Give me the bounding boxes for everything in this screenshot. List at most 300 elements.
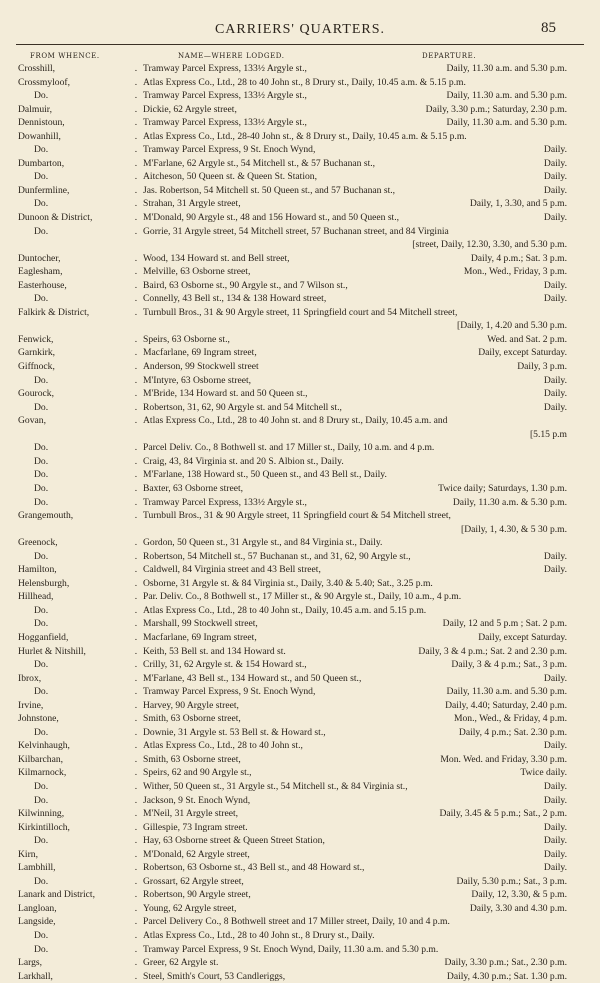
from-place: Do. [34,144,49,156]
list-item [0,170,600,184]
list-item [0,184,600,198]
from-place: Do. [34,374,49,386]
departure-times: Daily, 3 & 4 p.m.; Sat., 3 p.m. [451,659,567,671]
leader-dot: . [134,252,138,264]
from-place: Lambhill, [18,862,56,874]
list-item [0,577,600,591]
list-item [0,726,600,740]
from-place: Greenock, [18,537,58,549]
leader-dot: . [134,604,138,616]
carrier-lodging: Smith, 63 Osborne street, [143,713,241,725]
leader-dot: . [134,442,138,454]
carrier-lodging: Tramway Parcel Express, 133½ Argyle st., [143,496,307,508]
list-item [0,523,600,537]
departure-times: Mon., Wed., Friday, 3 p.m. [463,266,567,278]
carrier-lodging: Macfarlane, 69 Ingram street, [143,347,257,359]
carrier-lodging: Keith, 53 Bell st. and 134 Howard st. [143,645,286,657]
carrier-lodging: Osborne, 31 Argyle st. & 84 Virginia st., Daily, 3.40 & 5.40; Sat., 3.25 p.m. [143,577,433,589]
from-place: Do. [34,293,49,305]
list-item [0,414,600,428]
list-item [0,482,600,496]
list-item [0,130,600,144]
leader-dot: . [134,780,138,792]
from-place: Hurlet & Nitshill, [18,645,86,657]
list-item [0,970,600,983]
list-item [0,225,600,239]
departure-times: Daily. [543,862,567,874]
list-item [0,794,600,808]
carrier-lodging: Baird, 63 Osborne st., 90 Argyle st., and 7 Wilson st., [143,279,348,291]
from-place: Dumbarton, [18,157,65,169]
leader-dot: . [134,889,138,901]
departure-times: Daily, 4.40; Saturday, 2.40 p.m. [445,699,567,711]
list-item [0,468,600,482]
carrier-lodging: Harvey, 90 Argyle street, [143,699,239,711]
carrier-lodging: Parcel Delivery Co., 8 Bothwell street and 17 Miller street, Daily, 10 and 4 p.m. [143,916,450,928]
carrier-lodging: Robertson, 54 Mitchell st., 57 Buchanan st., and 31, 62, 90 Argyle st., [143,550,411,562]
list-item [0,62,600,76]
departure-times: Daily. [543,835,567,847]
carrier-lodging: Jas. Robertson, 54 Mitchell st. 50 Queen st., and 57 Buchanan st., [143,184,396,196]
carrier-lodging: M'Farlane, 43 Bell st., 134 Howard st., and 50 Queen st., [143,672,362,684]
departure-times: Daily, 3 p.m. [517,361,567,373]
carrier-lodging: Tramway Parcel Express, 9 St. Enoch Wynd, [143,144,316,156]
leader-dot: . [134,347,138,359]
from-place: Do. [34,943,49,955]
list-item [0,252,600,266]
departure-times: Daily, except Saturday. [478,347,567,359]
leader-dot: . [134,659,138,671]
from-place: Grangemouth, [18,510,74,522]
departure-times: Daily. [543,212,567,224]
list-item [0,699,600,713]
from-place: Do. [34,930,49,941]
leader-dot: . [134,225,138,237]
from-place: Dunoon & District, [18,212,93,224]
departure-times: Daily. [543,279,567,291]
carrier-lodging: Atlas Express Co., Ltd., 28 to 40 John st., Daily, 10.45 a.m. and 5.15 p.m. [143,604,427,616]
leader-dot: . [134,930,138,941]
list-item [0,929,600,943]
list-item [0,915,600,929]
carrier-lodging: Strahan, 31 Argyle street, [143,198,241,210]
leader-dot: . [134,171,138,183]
leader-dot: . [134,482,138,494]
departure-times: Daily, 1, 3.30, and 5 p.m. [469,198,567,210]
from-place: Crossmyloof, [18,76,70,88]
from-place: Dunfermline, [18,184,70,196]
carrier-lodging: Grossart, 62 Argyle street, [143,875,244,887]
list-item [0,306,600,320]
list-item [0,292,600,306]
from-place: Kirkintilloch, [18,821,70,833]
list-item [0,279,600,293]
carrier-lodging: Gorrie, 31 Argyle street, 54 Mitchell street, 57 Buchanan street, and 84 Virginia [143,225,449,237]
from-place: Do. [34,726,49,738]
departure-times: Daily. [543,794,567,806]
leader-dot: . [134,848,138,860]
leader-dot: . [134,76,138,88]
from-place: Do. [34,171,49,183]
departure-times: Daily, 11.30 a.m. and 5.30 p.m. [446,90,567,102]
leader-dot: . [134,835,138,847]
leader-dot: . [134,550,138,562]
departure-times: Daily, 11.30 a.m. and 5.30 p.m. [446,117,567,129]
leader-dot: . [134,103,138,115]
from-place: Garnkirk, [18,347,56,359]
from-place: Giffnock, [18,361,55,373]
from-place: Do. [34,401,49,413]
page-title: CARRIERS' QUARTERS. [214,22,386,37]
list-item [0,428,600,442]
leader-dot: . [134,808,138,820]
list-item [0,346,600,360]
leader-dot: . [134,279,138,291]
from-place: Do. [34,225,49,237]
from-place: Hamilton, [18,564,57,576]
list-item [0,157,600,171]
column-header-name: NAME—WHERE LODGED. [178,52,285,60]
leader-dot: . [134,455,138,467]
leader-dot: . [134,63,138,74]
list-item [0,902,600,916]
list-item [0,956,600,970]
carrier-lodging: M'Neil, 31 Argyle street, [143,808,239,820]
list-item [0,821,600,835]
list-item [0,766,600,780]
departure-times: Daily. [543,550,567,562]
list-item [0,401,600,415]
carrier-lodging: Crilly, 31, 62 Argyle st. & 154 Howard st., [143,659,307,671]
from-place: Do. [34,496,49,508]
page-header [0,22,600,44]
leader-dot: . [134,902,138,914]
departure-times: Daily. [543,821,567,833]
leader-dot: . [134,686,138,698]
departure-times: Daily, 4.30 p.m.; Sat. 1.30 p.m. [446,970,567,982]
carrier-lodging: Craig, 43, 84 Virginia st. and 20 S. Albion st., Daily. [143,455,344,467]
list-item [0,861,600,875]
list-item [0,387,600,401]
from-place: Kilbarchan, [18,753,64,765]
from-place: Dennistoun, [18,117,65,129]
departure-times: Daily. [543,564,567,576]
departure-times: Daily. [543,780,567,792]
from-place: Do. [34,455,49,467]
carrier-lodging: Melville, 63 Osborne street, [143,266,251,278]
carrier-lodging: Turnbull Bros., 31 & 90 Argyle street, 11 Springfield court and 54 Mitchell street, [143,306,458,318]
departure-times: [Daily, 1, 4.20 and 5.30 p.m. [457,320,567,332]
carrier-lodging: Wither, 50 Queen st., 31 Argyle st., 54 Mitchell st., & 84 Virginia st., [143,780,408,792]
departure-times: [street, Daily, 12.30, 3.30, and 5.30 p.m. [412,239,567,251]
carrier-lodging: Marshall, 99 Stockwell street, [143,618,258,630]
from-place: Langside, [18,916,56,928]
leader-dot: . [134,361,138,373]
carrier-lodging: Smith, 63 Osborne street, [143,753,241,765]
departure-times: Daily. [543,144,567,156]
carrier-lodging: Atlas Express Co., Ltd., 28-40 John st., & 8 Drury st., Daily, 10.45 a.m. & 5.15 p.m. [143,130,467,142]
carrier-lodging: Tramway Parcel Express, 133½ Argyle st., [143,63,307,74]
list-item [0,455,600,469]
carrier-lodging: Robertson, 63 Osborne st., 43 Bell st., and 48 Howard st., [143,862,365,874]
from-place: Do. [34,482,49,494]
from-place: Do. [34,198,49,210]
leader-dot: . [134,293,138,305]
list-item [0,645,600,659]
column-header-from: FROM WHENCE. [30,52,100,60]
carrier-lodging: Jackson, 9 St. Enoch Wynd, [143,794,251,806]
list-item [0,333,600,347]
from-place: Do. [34,618,49,630]
from-place: Largs, [18,957,43,969]
list-item [0,888,600,902]
departure-times: Twice daily; Saturdays, 1.30 p.m. [438,482,567,494]
carrier-lodging: Connelly, 43 Bell st., 134 & 138 Howard street, [143,293,327,305]
carrier-lodging: Greer, 62 Argyle st. [143,957,219,969]
carrier-lodging: Parcel Deliv. Co., 8 Bothwell st. and 17 Miller st., Daily, 10 a.m. and 4 p.m. [143,442,435,454]
carrier-lodging: Robertson, 31, 62, 90 Argyle st. and 54 Mitchell st., [143,401,342,413]
from-place: Langloan, [18,902,57,914]
list-item [0,617,600,631]
from-place: Eaglesham, [18,266,63,278]
list-item [0,658,600,672]
departure-times: Daily, 4 p.m.; Sat. 3 p.m. [470,252,567,264]
list-item [0,89,600,103]
list-item [0,943,600,957]
departure-times: Daily. [543,388,567,400]
carrier-lodging: Baxter, 63 Osborne street, [143,482,244,494]
leader-dot: . [134,672,138,684]
from-place: Fenwick, [18,333,54,345]
departure-times: Daily. [543,157,567,169]
departure-times: Daily. [543,184,567,196]
column-header-departure: DEPARTURE. [422,52,477,60]
departure-times: Daily. [543,848,567,860]
departure-times: Daily, 3.30 and 4.30 p.m. [469,902,567,914]
list-item [0,103,600,117]
from-place: Gourock, [18,388,54,400]
carrier-lodging: M'Intyre, 63 Osborne street, [143,374,252,386]
carrier-lodging: Speirs, 62 and 90 Argyle st., [143,767,252,779]
from-place: Kilwinning, [18,808,65,820]
leader-dot: . [134,374,138,386]
from-place: Do. [34,875,49,887]
list-item [0,685,600,699]
leader-dot: . [134,212,138,224]
carrier-lodging: Macfarlane, 69 Ingram street, [143,631,257,643]
leader-dot: . [134,740,138,752]
carrier-lodging: M'Donald, 62 Argyle street, [143,848,250,860]
from-place: Duntocher, [18,252,61,264]
from-place: Kelvinhaugh, [18,740,70,752]
departure-times: Daily, 12 and 5 p.m ; Sat. 2 p.m. [442,618,567,630]
leader-dot: . [134,631,138,643]
departure-times: Wed. and Sat. 2 p.m. [487,333,567,345]
list-item [0,875,600,889]
from-place: Do. [34,442,49,454]
leader-dot: . [134,144,138,156]
list-item [0,604,600,618]
list-item [0,319,600,333]
list-item [0,496,600,510]
departure-times: Daily, 4 p.m.; Sat. 2.30 p.m. [458,726,567,738]
carrier-lodging: Turnbull Bros., 31 & 90 Argyle street, 11 Springfield court & 54 Mitchell street, [143,510,451,522]
leader-dot: . [134,469,138,481]
leader-dot: . [134,401,138,413]
from-place: Do. [34,604,49,616]
leader-dot: . [134,753,138,765]
list-item [0,143,600,157]
list-item [0,360,600,374]
leader-dot: . [134,713,138,725]
from-place: Irvine, [18,699,44,711]
carrier-lodging: Hay, 63 Osborne street & Queen Street Station, [143,835,325,847]
departure-times: Daily, except Saturday. [478,631,567,643]
carrier-lodging: Atlas Express Co., Ltd., 28 to 40 John st. and 8 Drury st., Daily, 10.45 a.m. and [143,415,448,427]
leader-dot: . [134,767,138,779]
departure-times: Mon., Wed., & Friday, 4 p.m. [453,713,567,725]
carrier-lodging: Dickie, 62 Argyle street, [143,103,237,115]
carrier-lodging: Young, 62 Argyle street, [143,902,237,914]
from-place: Hillhead, [18,591,54,603]
leader-dot: . [134,90,138,102]
leader-dot: . [134,794,138,806]
carrier-lodging: Gillespie, 73 Ingram street. [143,821,248,833]
list-item [0,76,600,90]
departure-times: Daily. [543,171,567,183]
departure-times: Twice daily. [520,767,567,779]
leader-dot: . [134,333,138,345]
carrier-lodging: Tramway Parcel Express, 133½ Argyle st., [143,117,307,129]
from-place: Do. [34,794,49,806]
leader-dot: . [134,699,138,711]
leader-dot: . [134,157,138,169]
from-place: Do. [34,90,49,102]
list-item [0,536,600,550]
carrier-lodging: M'Bride, 134 Howard st. and 50 Queen st., [143,388,308,400]
list-item [0,780,600,794]
departure-times: [5.15 p.m [529,428,567,440]
leader-dot: . [134,916,138,928]
leader-dot: . [134,821,138,833]
departure-times: Daily, 5.30 p.m.; Sat., 3 p.m. [456,875,567,887]
from-place: Larkhall, [18,970,53,982]
carrier-lodging: Gordon, 50 Queen st., 31 Argyle st., and 84 Virginia st., Daily. [143,537,383,549]
list-item [0,509,600,523]
carrier-lodging: Steel, Smith's Court, 53 Candleriggs, [143,970,286,982]
departure-times: Daily. [543,401,567,413]
leader-dot: . [134,306,138,318]
leader-dot: . [134,862,138,874]
list-item [0,631,600,645]
carrier-lodging: Tramway Parcel Express, 133½ Argyle st., [143,90,307,102]
from-place: Crosshill, [18,63,56,74]
leader-dot: . [134,198,138,210]
carrier-lodging: Aitcheson, 50 Queen st. & Queen St. Station, [143,171,317,183]
page-number: 85 [541,20,556,36]
carrier-lodging: Atlas Express Co., Ltd., 28 to 40 John st., 8 Drury st., Daily. [143,930,375,941]
from-place: Dalmuir, [18,103,52,115]
leader-dot: . [134,564,138,576]
leader-dot: . [134,970,138,982]
from-place: Helensburgh, [18,577,70,589]
leader-dot: . [134,537,138,549]
from-place: Dowanhill, [18,130,61,142]
leader-dot: . [134,496,138,508]
list-item [0,116,600,130]
from-place: Easterhouse, [18,279,67,291]
carrier-lodging: Wood, 134 Howard st. and Bell street, [143,252,290,264]
departure-times: Mon. Wed. and Friday, 3.30 p.m. [440,753,567,765]
carrier-lodging: M'Farlane, 62 Argyle st., 54 Mitchell st., & 57 Buchanan st., [143,157,376,169]
list-item [0,550,600,564]
leader-dot: . [134,510,138,522]
column-headers [0,52,600,62]
from-place: Lanark and District, [18,889,95,901]
carrier-lodging: Caldwell, 84 Virginia street and 43 Bell street, [143,564,321,576]
from-place: Govan, [18,415,46,427]
carrier-lodging: Downie, 31 Argyle st. 53 Bell st. & Howard st., [143,726,326,738]
carrier-lodging: Tramway Parcel Express, 9 St. Enoch Wynd, [143,686,316,698]
from-place: Do. [34,659,49,671]
leader-dot: . [134,577,138,589]
leader-dot: . [134,875,138,887]
leader-dot: . [134,415,138,427]
carrier-lodging: Robertson, 90 Argyle street, [143,889,251,901]
list-item [0,441,600,455]
departure-times: Daily, 12, 3.30, & 5 p.m. [471,889,567,901]
from-place: Kirn, [18,848,38,860]
header-rule [16,44,584,45]
list-item [0,238,600,252]
departure-times: Daily. [543,293,567,305]
list-item [0,807,600,821]
carrier-lodging: M'Farlane, 138 Howard st., 50 Queen st., and 43 Bell st., Daily. [143,469,387,481]
carrier-lodging: Tramway Parcel Express, 9 St. Enoch Wynd, Daily, 11.30 a.m. and 5.30 p.m. [143,943,439,955]
departure-times: Daily, 3.30 p.m.; Sat., 2.30 p.m. [444,957,567,969]
leader-dot: . [134,726,138,738]
carrier-lodging: Par. Deliv. Co., 8 Bothwell st., 17 Miller st., & 90 Argyle st., Daily, 10 a.m., 4 p.m. [143,591,462,603]
leader-dot: . [134,266,138,278]
carrier-list [0,62,600,983]
leader-dot: . [134,388,138,400]
list-item [0,590,600,604]
list-item [0,739,600,753]
carrier-lodging: Atlas Express Co., Ltd., 28 to 40 John st., 8 Drury st., Daily, 10.45 a.m. & 5.15 p.m. [143,76,466,88]
carrier-lodging: Speirs, 63 Osborne st., [143,333,230,345]
leader-dot: . [134,957,138,969]
list-item [0,265,600,279]
from-place: Ibrox, [18,672,42,684]
list-item [0,197,600,211]
leader-dot: . [134,943,138,955]
departure-times: [Daily, 1, 4.30, & 5 30 p.m. [461,523,567,535]
list-item [0,563,600,577]
departure-times: Daily, 11.30 a.m. and 5.30 p.m. [446,686,567,698]
list-item [0,712,600,726]
leader-dot: . [134,117,138,129]
departure-times: Daily, 11.30 a.m. and 5.30 p.m. [446,63,567,74]
departure-times: Daily, 3.45 & 5 p.m.; Sat., 2 p.m. [439,808,567,820]
carrier-lodging: Atlas Express Co., Ltd., 28 to 40 John st., [143,740,303,752]
from-place: Do. [34,469,49,481]
from-place: Do. [34,780,49,792]
departure-times: Daily, 3.30 p.m.; Saturday, 2.30 p.m. [425,103,567,115]
from-place: Johnstone, [18,713,59,725]
list-item [0,753,600,767]
from-place: Hogganfield, [18,631,69,643]
departure-times: Daily. [543,672,567,684]
